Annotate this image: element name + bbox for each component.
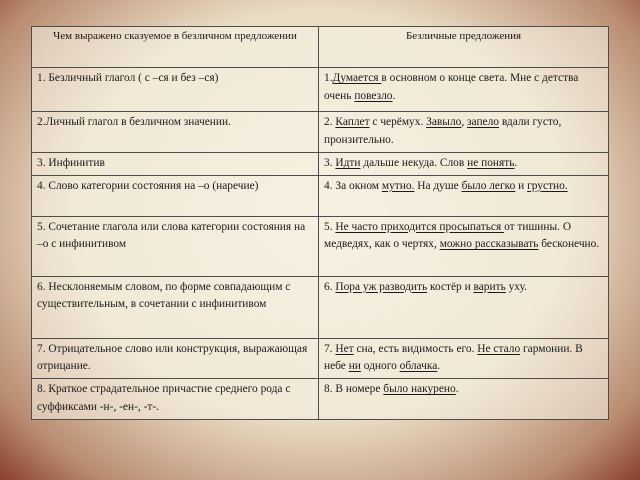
header-predicate-expression: Чем выражено сказуемое в безличном предложении bbox=[32, 27, 319, 68]
row-8-example bbox=[319, 379, 609, 420]
example-text: , bbox=[461, 116, 468, 128]
row-7-predicate-type: 7. Отрицательное слово или конструкция, выражающая отрицание. bbox=[32, 338, 319, 378]
example-text: 2. bbox=[324, 116, 336, 128]
example-text: костёр и bbox=[427, 280, 474, 293]
table-row bbox=[32, 68, 609, 112]
example-text: гармонии. В небе bbox=[324, 342, 583, 373]
example-predicate: мутно. bbox=[381, 179, 415, 192]
example-text: . bbox=[392, 89, 396, 102]
table-row bbox=[32, 175, 609, 216]
example-text: 7. bbox=[324, 342, 336, 355]
row-8-predicate-type: 8. Краткое страдательное причастие среднего рода с суффиксами -н-, -ен-, -т-. bbox=[32, 379, 319, 420]
example-predicate: запело bbox=[467, 116, 499, 128]
example-text: с черёмух. bbox=[369, 116, 427, 128]
row-6-example bbox=[319, 276, 609, 338]
example-text: . bbox=[455, 383, 459, 396]
row-2-predicate-type: 2.Личный глагол в безличном значении. bbox=[32, 112, 319, 153]
example-text: 1. bbox=[324, 72, 333, 84]
example-predicate: повезло bbox=[354, 89, 393, 102]
row-5-example bbox=[319, 216, 609, 276]
table-row bbox=[32, 338, 609, 378]
table-row bbox=[32, 112, 609, 153]
example-predicate: ни bbox=[348, 360, 361, 373]
row-3-example bbox=[319, 153, 609, 176]
example-text: от тишины. О медведях, как о чертях, bbox=[324, 220, 572, 251]
example-predicate: можно рассказывать bbox=[439, 238, 539, 251]
example-predicate: Не часто приходится просыпаться bbox=[335, 220, 505, 233]
example-text: в основном о конце света. Мне с детства очень bbox=[324, 72, 579, 102]
row-4-predicate-type: 4. Слово категории состояния на –о (наречие) bbox=[32, 175, 319, 216]
example-predicate: не понять bbox=[467, 157, 515, 169]
table-row bbox=[32, 216, 609, 276]
example-predicate: варить bbox=[473, 280, 506, 293]
example-predicate: было накурено bbox=[383, 383, 456, 396]
example-predicate: облачка bbox=[399, 360, 438, 373]
example-text: . bbox=[437, 360, 441, 373]
example-text: одного bbox=[360, 360, 400, 373]
example-text: 4. За окном bbox=[324, 179, 382, 192]
example-text: сна, есть видимость его. bbox=[353, 342, 478, 355]
example-text: бесконечно. bbox=[538, 238, 600, 251]
example-predicate: Пора уж разводить bbox=[335, 280, 428, 293]
row-1-predicate-type: 1. Безличный глагол ( с –ся и без –ся) bbox=[32, 68, 319, 112]
example-predicate: Каплет bbox=[335, 116, 370, 128]
example-text: . bbox=[514, 157, 518, 169]
row-5-predicate-type: 5. Сочетание глагола или слова категории состояния на –о с инфинитивом bbox=[32, 216, 319, 276]
impersonal-sentences-table bbox=[31, 26, 609, 420]
example-text: 6. bbox=[324, 280, 336, 293]
example-text: 3. bbox=[324, 157, 336, 169]
row-7-example bbox=[319, 338, 609, 378]
example-predicate: Идти bbox=[335, 157, 361, 169]
example-predicate: Нет bbox=[335, 342, 354, 355]
example-predicate: Думается bbox=[332, 72, 382, 84]
example-text: На душе bbox=[414, 179, 462, 192]
example-predicate: грустно. bbox=[527, 179, 568, 192]
example-text: дальше некуда. Слов bbox=[360, 157, 468, 169]
header-impersonal-sentences: Безличные предложения bbox=[319, 27, 609, 68]
row-6-predicate-type: 6. Несклоняемым словом, по форме совпадающим с существительным, в сочетании с инфинитивом bbox=[32, 276, 319, 338]
table-header-row bbox=[32, 27, 609, 68]
example-text: уху. bbox=[505, 280, 527, 293]
row-4-example bbox=[319, 175, 609, 216]
example-text: 8. В номере bbox=[324, 383, 384, 396]
row-2-example bbox=[319, 112, 609, 153]
table-row bbox=[32, 153, 609, 176]
example-predicate: Не стало bbox=[477, 342, 521, 355]
table-row bbox=[32, 276, 609, 338]
example-predicate: Завыло bbox=[426, 116, 462, 128]
table-row bbox=[32, 379, 609, 420]
row-3-predicate-type: 3. Инфинитив bbox=[32, 153, 319, 176]
example-text: вдали густо, пронзительно. bbox=[324, 116, 562, 146]
example-predicate: было легко bbox=[461, 179, 516, 192]
row-1-example bbox=[319, 68, 609, 112]
example-text: и bbox=[515, 179, 528, 192]
example-text: 5. bbox=[324, 220, 336, 233]
